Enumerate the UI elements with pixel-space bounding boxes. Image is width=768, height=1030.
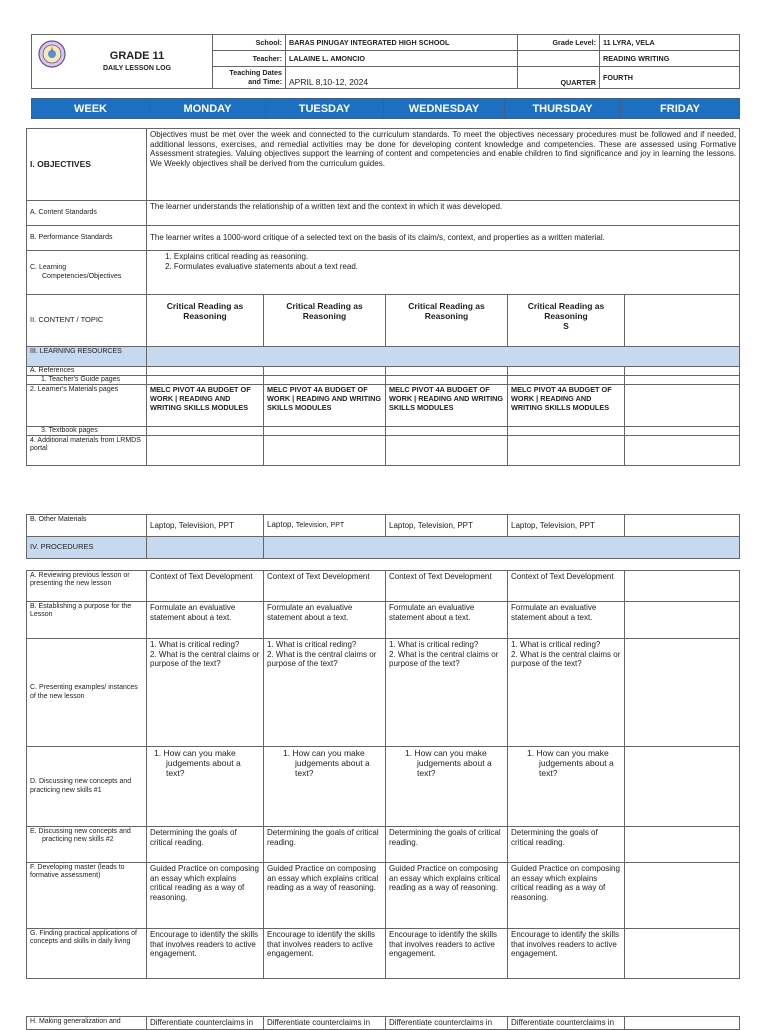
- performance-standards-text: The learner writes a 1000-word critique of a selected text on the basis of its claim/s, context, and properties as a written material.: [147, 226, 740, 251]
- topic-friday: [625, 295, 740, 347]
- other-thu: Laptop, Television, PPT: [508, 515, 625, 537]
- proc-d-thu: [508, 747, 625, 827]
- am-wed: [386, 436, 508, 466]
- proc-b-fri: [625, 602, 740, 639]
- tb-mon: [147, 427, 264, 436]
- melc-wed: MELC PIVOT 4A BUDGET OF WORK | READING AND WRITING SKILLS MODULES: [386, 385, 508, 427]
- other-fri: [625, 515, 740, 537]
- school-label: School:: [213, 35, 286, 51]
- proc-c-fri: [625, 639, 740, 747]
- tg-wed: [386, 376, 508, 385]
- teachers-guide-label: 1. Teacher's Guide pages: [27, 376, 147, 385]
- learners-materials-label: 2. Learner's Materials pages: [27, 385, 147, 427]
- question-item: 1. What is critical reding?: [389, 640, 479, 649]
- proc-b-label: B. Establishing a purpose for the Lesson: [27, 602, 147, 639]
- header-table: [31, 34, 740, 89]
- question-text: How can you make judgements about a text?: [163, 748, 241, 779]
- melc-mon: MELC PIVOT 4A BUDGET OF WORK | READING AND WRITING SKILLS MODULES: [147, 385, 264, 427]
- school-value: BARAS PINUGAY INTEGRATED HIGH SCHOOL: [286, 35, 518, 51]
- learning-area-value: READING WRITING: [600, 51, 740, 67]
- am-fri: [625, 436, 740, 466]
- proc-h-thu: Differentiate counterclaims in: [508, 1017, 625, 1030]
- tg-thu: [508, 376, 625, 385]
- teacher-label: Teacher:: [213, 51, 286, 67]
- proc-f-tue: Guided Practice on composing an essay which explains critical reading as a way of reasoning.: [264, 863, 386, 929]
- learning-area-label: [518, 51, 600, 67]
- proc-d-fri: [625, 747, 740, 827]
- question-item: 2. What is the central claims or purpose of the text?: [267, 649, 377, 669]
- competencies-label-line-2: Competencies/Objectives: [42, 272, 122, 280]
- question-item: 2. What is the central claims or purpose of the text?: [389, 649, 499, 669]
- proc-g-mon: Encourage to identify the skills that involves readers to active engagement.: [147, 929, 264, 979]
- proc-b-thu: Formulate an evaluative statement about a text.: [508, 602, 625, 639]
- proc-h-tue: Differentiate counterclaims in: [264, 1017, 386, 1030]
- objectives-text: Objectives must be met over the week and connected to the curriculum standards. To meet the objectives necessary procedures must be followed and if needed, additional lessons, exercises, and remedial activities may be done for developing content knowledge and competencies. These are assessed using Formative Assessment strategies. Valuing objectives support the learning of content and competencies and enable children to find significance and joy in learning the lessons. We Weekly objectives shall be derived from the curriculum guides.: [147, 129, 740, 201]
- proc-f-thu: Guided Practice on composing an essay which explains critical reading as a way of reasoning.: [508, 863, 625, 929]
- proc-e-thu: Determining the goals of critical reading.: [508, 827, 625, 863]
- proc-e-mon: Determining the goals of critical reading.: [147, 827, 264, 863]
- content-standards-label: A. Content Standards: [27, 201, 147, 226]
- tb-thu: [508, 427, 625, 436]
- dates-label-line-2: and Time:: [248, 77, 282, 87]
- topic-thursday: [508, 295, 625, 347]
- competencies-label: [27, 251, 147, 295]
- topic-tuesday: Critical Reading as Reasoning: [264, 295, 386, 347]
- content-topic-label: II. CONTENT / TOPIC: [27, 295, 147, 347]
- wednesday-header: WEDNESDAY: [384, 99, 505, 119]
- competency-item: 1. Explains critical reading as reasoning.: [165, 252, 309, 261]
- learning-resources-bar: [147, 347, 740, 367]
- question-text: How can you make judgements about a text?: [292, 748, 370, 779]
- proc-e-label-line-2: practicing new skills #2: [42, 836, 114, 844]
- teacher-value: LALAINE L. AMONCIO: [286, 51, 518, 67]
- proc-e-wed: Determining the goals of critical reading.: [386, 827, 508, 863]
- grade-level-label: Grade Level:: [518, 35, 600, 51]
- competency-item: 2. Formulates evaluative statements about a text read.: [165, 261, 358, 271]
- tg-mon: [147, 376, 264, 385]
- proc-g-label: G. Finding practical applications of concepts and skills in daily living: [27, 929, 147, 979]
- proc-c-label: C. Presenting examples/ instances of the new lesson: [27, 639, 147, 747]
- melc-thu: MELC PIVOT 4A BUDGET OF WORK | READING AND WRITING SKILLS MODULES: [508, 385, 625, 427]
- topic-monday: Critical Reading as Reasoning: [147, 295, 264, 347]
- tb-wed: [386, 427, 508, 436]
- proc-h-mon: Differentiate counterclaims in: [147, 1017, 264, 1030]
- other-tue: [264, 515, 386, 537]
- quarter-value: FOURTH: [600, 67, 740, 89]
- thursday-header: THURSDAY: [505, 99, 621, 119]
- proc-a-wed: Context of Text Development: [386, 571, 508, 602]
- proc-d-wed: [386, 747, 508, 827]
- performance-standards-label: B. Performance Standards: [27, 226, 147, 251]
- procedures-label: IV. PROCEDURES: [27, 537, 147, 559]
- topic-thursday-line-3: S: [563, 321, 569, 332]
- melc-fri: [625, 385, 740, 427]
- header-title-cell: [32, 35, 213, 89]
- references-thu: [508, 367, 625, 376]
- topic-thursday-line-2: Reasoning: [544, 311, 588, 322]
- proc-f-label: F. Developing master (leads to formative assessment): [27, 863, 147, 929]
- proc-e-fri: [625, 827, 740, 863]
- question-text: How can you make judgements about a text?: [414, 748, 492, 779]
- proc-a-thu: Context of Text Development: [508, 571, 625, 602]
- tuesday-header: TUESDAY: [266, 99, 384, 119]
- proc-d-label: D. Discussing new concepts and practicing new skills #1: [27, 747, 147, 827]
- page-title: GRADE 11: [109, 50, 165, 63]
- proc-h-wed: Differentiate counterclaims in: [386, 1017, 508, 1030]
- question-number: 1.: [527, 748, 535, 758]
- proc-g-fri: [625, 929, 740, 979]
- references-wed: [386, 367, 508, 376]
- tb-fri: [625, 427, 740, 436]
- tg-fri: [625, 376, 740, 385]
- procedures-bar: [264, 537, 740, 559]
- week-header: WEEK: [32, 99, 150, 119]
- question-item: 1. What is critical reding?: [267, 640, 357, 649]
- other-wed: Laptop, Television, PPT: [386, 515, 508, 537]
- proc-g-wed: Encourage to identify the skills that involves readers to active engagement.: [386, 929, 508, 979]
- proc-g-thu: Encourage to identify the skills that involves readers to active engagement.: [508, 929, 625, 979]
- question-number: 1.: [154, 748, 162, 758]
- page-subtitle: DAILY LESSON LOG: [102, 65, 172, 73]
- quarter-label: QUARTER: [518, 67, 600, 89]
- monday-header: MONDAY: [150, 99, 266, 119]
- proc-h-fri: [625, 1017, 740, 1030]
- generalization-table: [26, 1016, 740, 1030]
- proc-c-wed: [386, 639, 508, 747]
- am-thu: [508, 436, 625, 466]
- proc-f-mon: Guided Practice on composing an essay which explains critical reading as a way of reasoning.: [147, 863, 264, 929]
- additional-materials-label: 4. Additional materials from LRMDS portal: [27, 436, 147, 466]
- objectives-table: [26, 128, 740, 466]
- question-text: How can you make judgements about a text?: [536, 748, 614, 779]
- question-item: 2. What is the central claims or purpose of the text?: [511, 649, 621, 669]
- proc-d-mon: [147, 747, 264, 827]
- content-standards-text: The learner understands the relationship of a written text and the context in which it was developed.: [147, 201, 740, 226]
- question-number: 1.: [405, 748, 413, 758]
- procedures-table: [26, 570, 740, 979]
- topic-wednesday: Critical Reading as Reasoning: [386, 295, 508, 347]
- melc-tue: MELC PIVOT 4A BUDGET OF WORK | READING AND WRITING SKILLS MODULES: [264, 385, 386, 427]
- references-label: A. References: [27, 367, 147, 376]
- proc-b-tue: Formulate an evaluative statement about a text.: [264, 602, 386, 639]
- references-fri: [625, 367, 740, 376]
- proc-g-tue: Encourage to identify the skills that involves readers to active engagement.: [264, 929, 386, 979]
- topic-thursday-line-1: Critical Reading as: [527, 301, 605, 311]
- textbook-label: 3. Textbook pages: [27, 427, 147, 436]
- proc-h-label: H. Making generalization and: [27, 1017, 147, 1030]
- proc-b-mon: Formulate an evaluative statement about a text.: [147, 602, 264, 639]
- other-materials-label: B. Other Materials: [27, 515, 147, 537]
- am-tue: [264, 436, 386, 466]
- other-tue-b: Television, PPT: [295, 522, 345, 530]
- proc-f-wed: Guided Practice on composing an essay which explains critical reading as a way of reasoning.: [386, 863, 508, 929]
- am-mon: [147, 436, 264, 466]
- proc-a-fri: [625, 571, 740, 602]
- proc-a-mon: Context of Text Development: [147, 571, 264, 602]
- question-item: 1. What is critical reding?: [511, 640, 601, 649]
- procedures-mon: [147, 537, 264, 559]
- proc-e-tue: Determining the goals of critical reading.: [264, 827, 386, 863]
- dates-label-line-1: Teaching Dates: [229, 68, 282, 77]
- proc-a-label: A. Reviewing previous lesson or presenting the new lesson: [27, 571, 147, 602]
- proc-c-tue: [264, 639, 386, 747]
- references-mon: [147, 367, 264, 376]
- learning-resources-label: III. LEARNING RESOURCES: [27, 347, 147, 367]
- proc-c-mon: [147, 639, 264, 747]
- question-number: 1.: [283, 748, 291, 758]
- objectives-label: I. OBJECTIVES: [27, 129, 147, 201]
- competencies-label-line-1: C. Learning: [30, 264, 67, 272]
- proc-e-label-line-1: E. Discussing new concepts and: [30, 828, 131, 835]
- proc-c-thu: [508, 639, 625, 747]
- other-tue-a: Laptop,: [267, 520, 296, 530]
- week-bar: [31, 98, 740, 119]
- references-tue: [264, 367, 386, 376]
- proc-a-tue: Context of Text Development: [264, 571, 386, 602]
- proc-b-wed: Formulate an evaluative statement about a text.: [386, 602, 508, 639]
- dates-value: APRIL 8,10-12, 2024: [286, 67, 518, 89]
- dates-label: [213, 67, 286, 89]
- other-mon: Laptop, Television, PPT: [147, 515, 264, 537]
- other-materials-table: [26, 514, 740, 559]
- grade-level-value: 11 LYRA, VELA: [600, 35, 740, 51]
- proc-e-label: [27, 827, 147, 863]
- proc-f-fri: [625, 863, 740, 929]
- deped-seal-icon: [38, 40, 66, 68]
- proc-d-tue: [264, 747, 386, 827]
- question-item: 2. What is the central claims or purpose of the text?: [150, 649, 260, 669]
- tg-tue: [264, 376, 386, 385]
- tb-tue: [264, 427, 386, 436]
- friday-header: FRIDAY: [621, 99, 740, 119]
- question-item: 1. What is critical reding?: [150, 640, 240, 649]
- competencies-list: [147, 251, 740, 295]
